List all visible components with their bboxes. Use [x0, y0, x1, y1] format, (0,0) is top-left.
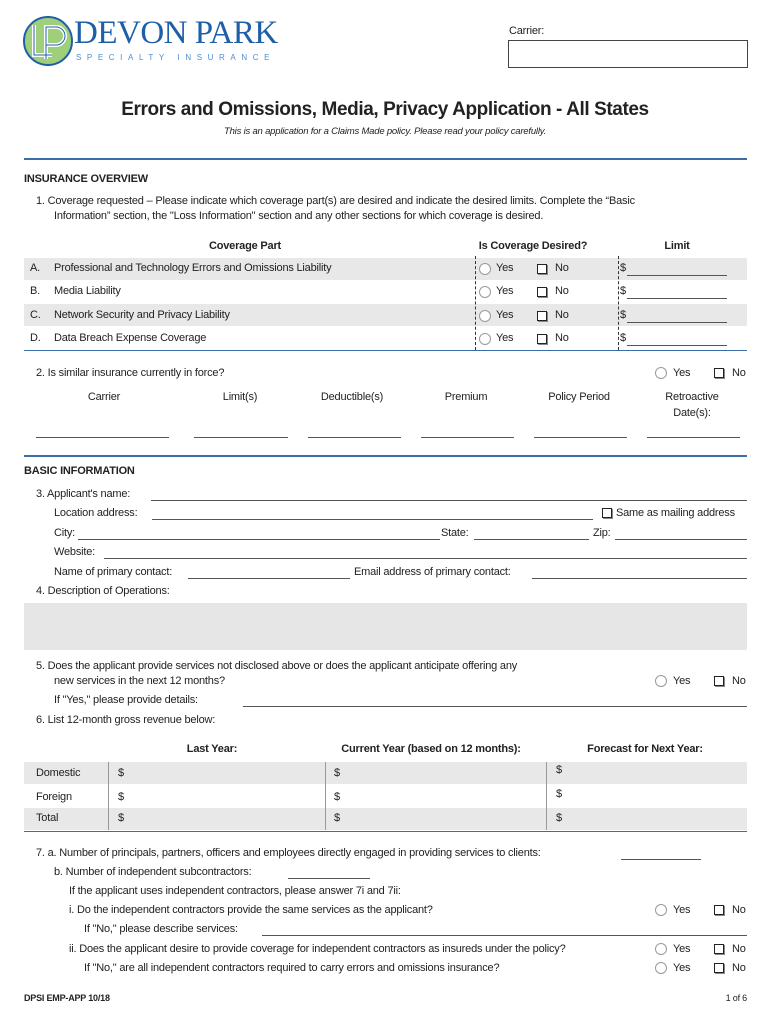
if-yes-label: If "Yes," please provide details: [54, 694, 198, 706]
yes-label: Yes [496, 309, 514, 321]
col-deductibles: Deductible(s) [320, 391, 384, 403]
q5-yes-radio[interactable] [655, 675, 667, 687]
location-label: Location address: [54, 507, 138, 519]
yes-label: Yes [673, 675, 691, 687]
dollar-sign: $ [620, 309, 626, 321]
no-checkbox[interactable] [537, 334, 547, 344]
section-heading-overview: INSURANCE OVERVIEW [24, 173, 148, 185]
carrier-input[interactable] [508, 40, 748, 68]
no-label: No [555, 309, 569, 321]
yes-label: Yes [673, 962, 691, 974]
page-number: 1 of 6 [725, 993, 747, 1003]
operations-description-input[interactable] [24, 603, 747, 650]
yes-radio[interactable] [479, 310, 491, 322]
revenue-row-total: Total [36, 812, 59, 824]
yes-label: Yes [673, 943, 691, 955]
dollar-sign: $ [620, 262, 626, 274]
company-logo [22, 14, 278, 70]
q7ii-followup-yes-radio[interactable] [655, 962, 667, 974]
zip-label: Zip: [593, 527, 611, 539]
row-letter: B. [30, 285, 40, 297]
coverage-part-label: Network Security and Privacy Liability [54, 309, 230, 321]
policy-period-input[interactable] [534, 437, 627, 438]
zip-input[interactable] [615, 539, 747, 540]
col-coverage-part: Coverage Part [209, 240, 281, 252]
q6-text: 6. List 12-month gross revenue below: [36, 714, 216, 726]
q1-text-cont: Information” section, the "Loss Information" section and any other sections for which coverage is desired. [54, 210, 544, 222]
divider [24, 831, 747, 832]
yes-label: Yes [673, 367, 691, 379]
column-divider [108, 762, 109, 830]
website-input[interactable] [104, 558, 747, 559]
q5-no-checkbox[interactable] [714, 676, 724, 686]
q2-no-checkbox[interactable] [714, 368, 724, 378]
revenue-row-foreign: Foreign [36, 791, 72, 803]
yes-label: Yes [496, 285, 514, 297]
revenue-input[interactable]: $ [334, 767, 340, 779]
revenue-input[interactable]: $ [334, 812, 340, 824]
deductibles-input[interactable] [308, 437, 401, 438]
describe-services-label: If "No," please describe services: [84, 923, 238, 935]
revenue-input[interactable]: $ [556, 764, 562, 776]
limit-input[interactable] [627, 275, 727, 276]
primary-contact-label: Name of primary contact: [54, 566, 173, 578]
page-subtitle: This is an application for a Claims Made policy. Please read your policy carefully. [223, 126, 547, 137]
limits-input[interactable] [194, 437, 288, 438]
no-checkbox[interactable] [537, 287, 547, 297]
q7-note: If the applicant uses independent contractors, please answer 7i and 7ii: [69, 885, 401, 897]
divider [24, 158, 747, 160]
yes-label: Yes [673, 904, 691, 916]
yes-radio[interactable] [479, 333, 491, 345]
subcontractors-count-input[interactable] [288, 878, 370, 879]
premium-input[interactable] [421, 437, 514, 438]
divider [24, 350, 747, 351]
revenue-input[interactable]: $ [118, 812, 124, 824]
row-letter: C. [30, 309, 41, 321]
revenue-input[interactable]: $ [118, 791, 124, 803]
no-label: No [555, 332, 569, 344]
q7ii-text: ii. Does the applicant desire to provide coverage for independent contractors as insureds under the policy? [69, 943, 566, 955]
state-label: State: [441, 527, 469, 539]
divider [24, 455, 747, 457]
col-limit: Limit [664, 240, 690, 252]
q7i-no-checkbox[interactable] [714, 905, 724, 915]
principals-count-input[interactable] [621, 859, 701, 860]
q5-text-cont: new services in the next 12 months? [54, 675, 225, 687]
q2-text: 2. Is similar insurance currently in force? [36, 367, 225, 379]
no-checkbox[interactable] [537, 264, 547, 274]
city-label: City: [54, 527, 76, 539]
no-label: No [732, 962, 746, 974]
row-shade [24, 762, 747, 784]
no-label: No [732, 904, 746, 916]
q7a-text: 7. a. Number of principals, partners, officers and employees directly engaged in providing services to clients: [36, 847, 541, 859]
q7ii-yes-radio[interactable] [655, 943, 667, 955]
q5-text: 5. Does the applicant provide services not disclosed above or does the applicant anticipate offering any [36, 660, 518, 672]
column-divider [546, 762, 547, 830]
carrier-label: Carrier: [509, 25, 545, 37]
logo-emblem-icon [22, 15, 74, 67]
row-letter: A. [30, 262, 40, 274]
q7ii-followup-text: If "No," are all independent contractors required to carry errors and omissions insurance? [84, 962, 500, 974]
revenue-row-domestic: Domestic [36, 767, 81, 779]
no-checkbox[interactable] [537, 311, 547, 321]
q2-yes-radio[interactable] [655, 367, 667, 379]
column-divider [475, 256, 476, 350]
revenue-input[interactable]: $ [556, 812, 562, 824]
column-divider [325, 762, 326, 830]
q4-text: 4. Description of Operations: [36, 585, 170, 597]
yes-radio[interactable] [479, 263, 491, 275]
describe-services-input[interactable] [262, 935, 747, 936]
details-input[interactable] [243, 706, 747, 707]
col-coverage-desired: Is Coverage Desired? [478, 240, 588, 252]
q7i-text: i. Do the independent contractors provide the same services as the applicant? [69, 904, 433, 916]
coverage-part-label: Data Breach Expense Coverage [54, 332, 207, 344]
no-label: No [732, 943, 746, 955]
location-input[interactable] [152, 519, 593, 520]
carrier-input[interactable] [36, 437, 169, 438]
primary-contact-input[interactable] [188, 578, 350, 579]
col-retroactive: Retroactive [665, 391, 719, 403]
section-heading-basic: BASIC INFORMATION [24, 465, 135, 477]
no-label: No [732, 367, 746, 379]
applicant-name-label: 3. Applicant's name: [36, 488, 131, 500]
page-title: Errors and Omissions, Media, Privacy Application - All States [121, 99, 649, 120]
limit-input[interactable] [627, 322, 727, 323]
website-label: Website: [54, 546, 95, 558]
q7b-text: b. Number of independent subcontractors: [54, 866, 252, 878]
yes-radio[interactable] [479, 286, 491, 298]
retroactive-date-input[interactable] [647, 437, 740, 438]
col-retroactive-dates: Date(s): [673, 407, 711, 419]
revenue-input[interactable]: $ [118, 767, 124, 779]
dollar-sign: $ [620, 285, 626, 297]
row-letter: D. [30, 332, 41, 344]
dollar-sign: $ [620, 332, 626, 344]
col-policy-period: Policy Period [548, 391, 610, 403]
limit-input[interactable] [627, 345, 727, 346]
same-mailing-checkbox[interactable] [602, 508, 612, 518]
column-divider [618, 256, 619, 350]
revenue-input[interactable]: $ [556, 788, 562, 800]
col-carrier: Carrier [87, 391, 121, 403]
q7ii-followup-no-checkbox[interactable] [714, 963, 724, 973]
col-forecast: Forecast for Next Year: [587, 743, 703, 755]
yes-label: Yes [496, 332, 514, 344]
no-label: No [732, 675, 746, 687]
col-last-year: Last Year: [186, 743, 238, 755]
form-id: DPSI EMP-APP 10/18 [24, 993, 110, 1003]
logo-name: DEVON PARK [74, 15, 278, 51]
no-label: No [555, 285, 569, 297]
row-shade [24, 808, 747, 830]
col-current-year: Current Year (based on 12 months): [341, 743, 521, 755]
email-input[interactable] [532, 578, 747, 579]
logo-tagline: SPECIALTY INSURANCE [76, 53, 276, 62]
q1-text: 1. Coverage requested – Please indicate which coverage part(s) are desired and indicate the desired limits. Complete the “Basic [36, 195, 635, 207]
no-label: No [555, 262, 569, 274]
same-mailing-label: Same as mailing address [616, 507, 735, 519]
coverage-part-label: Professional and Technology Errors and Omissions Liability [54, 262, 332, 274]
limit-input[interactable] [627, 298, 727, 299]
col-premium: Premium [444, 391, 488, 403]
state-input[interactable] [474, 539, 589, 540]
q7ii-no-checkbox[interactable] [714, 944, 724, 954]
col-limits: Limit(s) [222, 391, 258, 403]
applicant-name-input[interactable] [151, 500, 747, 501]
city-input[interactable] [78, 539, 440, 540]
coverage-part-label: Media Liability [54, 285, 121, 297]
email-label: Email address of primary contact: [354, 566, 511, 578]
yes-label: Yes [496, 262, 514, 274]
q7i-yes-radio[interactable] [655, 904, 667, 916]
revenue-input[interactable]: $ [334, 791, 340, 803]
